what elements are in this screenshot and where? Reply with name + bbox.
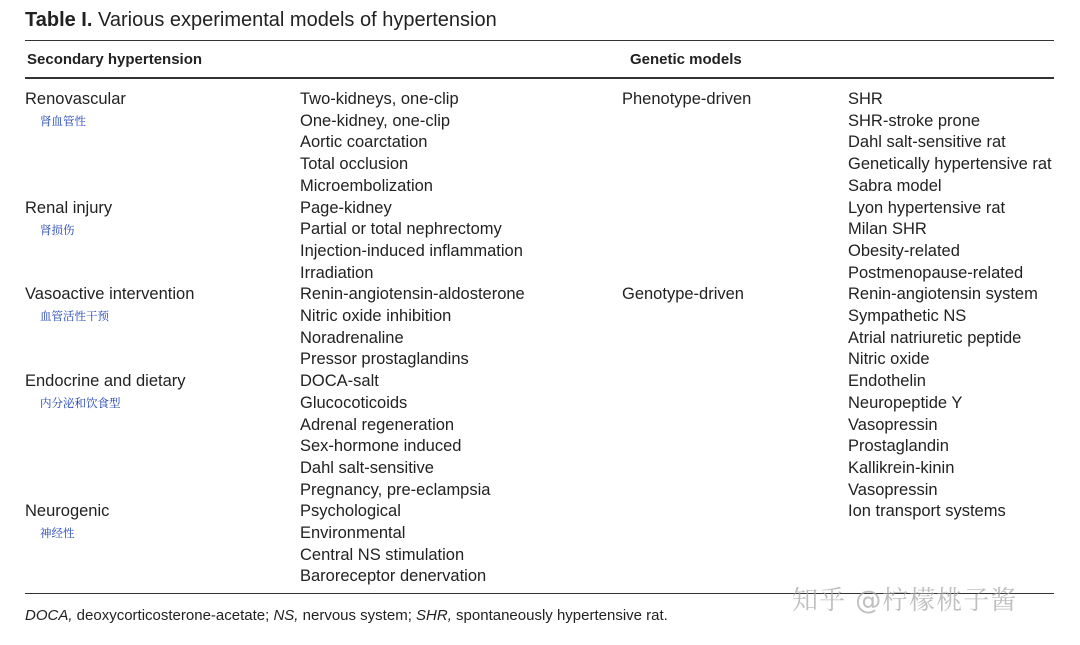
secondary-model-item: Environmental: [300, 524, 406, 542]
secondary-model-item: Partial or total nephrectomy: [300, 220, 502, 239]
footnote-abbr-doca: DOCA,: [25, 607, 73, 624]
secondary-model-item: Two-kidneys, one-clip: [300, 90, 459, 108]
secondary-category-label: Vasoactive intervention: [25, 285, 195, 304]
footnote-def-doca: deoxycorticosterone-acetate;: [72, 607, 274, 624]
secondary-category-annotation: 神经性: [40, 526, 75, 541]
secondary-model-item: Dahl salt-sensitive: [300, 458, 434, 477]
secondary-model-item: DOCA-salt: [300, 372, 379, 391]
secondary-model-item: Adrenal regeneration: [300, 415, 455, 434]
genetic-model-item: Endothelin: [848, 372, 926, 391]
genetic-model-item: Obesity-related: [848, 241, 960, 260]
genetic-model-item: Sympathetic NS: [848, 307, 967, 325]
genetic-model-item: Vasopressin: [848, 480, 938, 499]
secondary-model-item: Sex-hormone induced: [300, 437, 462, 456]
secondary-model-item: Injection-induced inflammation: [300, 241, 523, 260]
genetic-model-item: Atrial natriuretic peptide: [848, 328, 1022, 347]
genetic-model-item: Renin-angiotensin system: [848, 285, 1038, 304]
genetic-category-label: Genotype-driven: [622, 285, 744, 304]
secondary-category-label: Endocrine and dietary: [25, 372, 186, 391]
secondary-category-annotation: 肾血管性: [40, 114, 86, 128]
genetic-category-label: Phenotype-driven: [622, 90, 752, 108]
genetic-model-item: Milan SHR: [848, 220, 927, 239]
genetic-model-item: Genetically hypertensive rat: [848, 155, 1052, 174]
secondary-model-item: Total occlusion: [300, 155, 409, 174]
table-title-text: Various experimental models of hypertension: [97, 9, 497, 31]
secondary-model-item: Noradrenaline: [300, 328, 404, 347]
secondary-model-item: One-kidney, one-clip: [300, 111, 451, 130]
secondary-model-item: Page-kidney: [300, 198, 392, 217]
secondary-model-item: Aortic coarctation: [300, 133, 428, 152]
secondary-model-item: Pressor prostaglandins: [300, 350, 469, 369]
genetic-model-item: Prostaglandin: [848, 437, 949, 456]
secondary-category-label: Renal injury: [25, 198, 113, 217]
secondary-category-annotation: 肾损伤: [40, 222, 75, 237]
top-rule: [25, 40, 1054, 41]
footnote-abbr-shr: SHR,: [416, 607, 452, 624]
secondary-model-item: Central NS stimulation: [300, 545, 465, 564]
genetic-model-item: Dahl salt-sensitive rat: [848, 133, 1006, 152]
genetic-model-item: Nitric oxide: [848, 350, 930, 369]
watermark: 知乎 @柠檬桃子酱: [792, 586, 1018, 616]
secondary-model-item: Irradiation: [300, 263, 374, 282]
genetic-model-item: Neuropeptide Y: [848, 393, 963, 412]
genetic-model-item: Sabra model: [848, 176, 942, 195]
genetic-model-item: Ion transport systems: [848, 502, 1006, 521]
footnote-def-shr: spontaneously hypertensive rat.: [451, 607, 668, 624]
secondary-category-label: Neurogenic: [25, 502, 110, 521]
table-title-label: Table I.: [25, 9, 93, 31]
secondary-category-annotation: 内分泌和饮食型: [40, 396, 121, 411]
genetic-model-item: SHR: [848, 90, 883, 108]
header-rule: [25, 77, 1054, 79]
genetic-model-item: SHR-stroke prone: [848, 111, 981, 130]
genetic-model-item: Kallikrein-kinin: [848, 458, 955, 477]
secondary-model-item: Baroreceptor denervation: [300, 567, 487, 586]
secondary-model-item: Pregnancy, pre-eclampsia: [300, 480, 491, 499]
secondary-model-item: Psychological: [300, 502, 401, 521]
table-title: [25, 6, 497, 34]
secondary-category-label: Renovascular: [25, 90, 126, 108]
secondary-model-item: Glucocoticoids: [300, 393, 408, 412]
header-genetic: Genetic models: [630, 51, 742, 68]
genetic-model-item: Postmenopause-related: [848, 263, 1024, 282]
secondary-model-item: Renin-angiotensin-aldosterone: [300, 285, 525, 304]
header-secondary: Secondary hypertension: [27, 51, 203, 68]
secondary-category-annotation: 血管活性干预: [40, 309, 109, 324]
secondary-model-item: Nitric oxide inhibition: [300, 307, 452, 325]
genetic-model-item: Lyon hypertensive rat: [848, 198, 1006, 217]
secondary-model-item: Microembolization: [300, 176, 433, 195]
footnote-abbr-ns: NS,: [273, 607, 299, 624]
footnote: [25, 605, 668, 627]
genetic-model-item: Vasopressin: [848, 415, 938, 434]
footnote-def-ns: nervous system;: [298, 607, 417, 624]
